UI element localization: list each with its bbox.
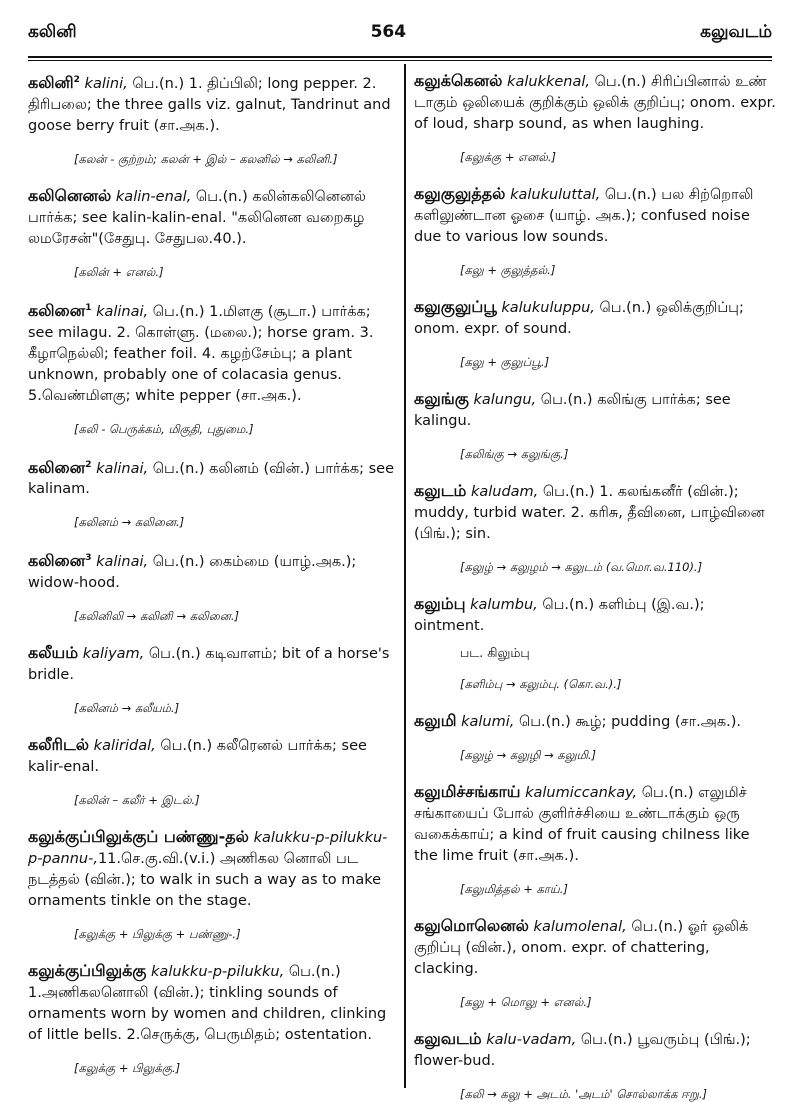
entry-body (414, 710, 776, 733)
etymology: [கலு + மொலு + எனல்.] (460, 995, 592, 1009)
transliteration: kalinai, (96, 460, 149, 477)
definition: பெ.(n.) கடிவாளம்; bit of a horse's bridle. (28, 646, 390, 684)
dictionary-entry (28, 548, 394, 624)
definition: பெ.(n.) 1. திப்பிலி; long pepper. 2. திரிபலை; the three galls viz. galnut, Tandrinut and goose berry fruit (சா.அக.). (28, 75, 391, 134)
entry-body (28, 826, 394, 912)
headword: கலுக்கெனல் (414, 71, 503, 90)
etymology: [கலுழ் → கலுழி → கலுமி.] (460, 748, 597, 762)
headword: கலினை (28, 457, 86, 477)
etymology: [கலுழ் → கலுழம் → கலுடம் (வ.மொ.வ.110).] (460, 560, 703, 574)
entry-body (414, 296, 776, 340)
definition: பெ.(n.) கூழ்; pudding (சா.அக.). (514, 714, 742, 730)
entry-body (28, 548, 394, 594)
dictionary-entry (414, 388, 776, 462)
right-column (414, 70, 776, 1101)
definition: பெ.(n.) ஓர் ஒலிக் குறிப்பு (வின்.), onom. expr. of chattering, clacking. (414, 919, 749, 977)
headword: கலீயம் (28, 643, 79, 663)
headword: கலுவடம் (414, 1029, 482, 1048)
transliteration: kaliyam, (82, 646, 145, 663)
page-number: 564 (370, 22, 407, 42)
header-rule (28, 56, 772, 58)
entry-body (414, 183, 776, 248)
transliteration: kalukuluppu, (501, 300, 595, 316)
entry-body (28, 455, 394, 501)
dictionary-entry (414, 183, 776, 278)
definition: பெ.(n.) 1.மிளகு (சூடா.) பார்க்க; see milagu. 2. கொள்ளு. (மலை.); horse gram. 3. கீழாநெல்லி; feather foil. 4. கழற்சேம்பு; a plant unknown, probably one of colacasia genus. 5.வெண்மிளகு; white pepper (சா.அக.). (28, 303, 374, 404)
dictionary-entry (414, 296, 776, 370)
entry-body (28, 298, 394, 407)
entry-body (28, 70, 394, 137)
transliteration: kalukuluttal, (510, 187, 601, 203)
headword: கலுமி (414, 711, 457, 730)
dictionary-entry (28, 70, 394, 167)
definition: பெ.(n.) பூவரும்பு (பிங்.); flower-bud. (414, 1032, 751, 1069)
headword: கலீரிடல் (28, 735, 90, 755)
headword: கலினெனல் (28, 185, 112, 205)
dictionary-entry (28, 185, 394, 280)
left-column (28, 70, 394, 1092)
headword: கலுகுலுத்தல் (414, 184, 506, 203)
header-first-word: கலினி (28, 22, 77, 42)
homonym-number: 2 (73, 75, 80, 85)
transliteration: kalini, (84, 75, 128, 92)
transliteration: kalumi, (461, 714, 515, 730)
dictionary-entry (414, 1028, 776, 1102)
transliteration: kalukku-p-pilukku, (151, 964, 285, 981)
dictionary-entry (414, 480, 776, 575)
transliteration: kaludam, (470, 484, 539, 500)
etymology: [கலு + குலுப்பூ.] (460, 355, 550, 369)
headword: கலும்பு (414, 594, 466, 613)
definition: பெ.(n.) களிம்பு (இ.வ.); ointment. (414, 597, 705, 634)
definition: பெ.(n.) கலின்கலினெனல் பார்க்க; see kalin-kalin-enal. "கலினென வறைகழ லமரேசன்"(சேதுபு. சேதுபல.40.). (28, 188, 366, 247)
transliteration: kalukku-p-pilukku-p-pannu-, (28, 830, 388, 868)
headword: கலினி (28, 72, 74, 92)
transliteration: kalinai, (96, 554, 149, 571)
dictionary-entry (28, 960, 394, 1076)
definition: பெ.(n.) பல சிற்றொலி களிலுண்டான ஓசை (யாழ். அக.); confused noise due to various low sounds. (414, 187, 754, 245)
etymology: [கலுக்கு + பிலுக்கு.] (74, 1061, 181, 1076)
dictionary-entry (414, 710, 776, 763)
dictionary-entry (414, 70, 776, 165)
homonym-number: 1 (85, 302, 92, 313)
definition: பெ.(n.) கலினம் (வின்.) பார்க்க; see kalinam. (28, 460, 394, 498)
etymology: [களிம்பு → கலும்பு. (கொ.வ.).] (460, 677, 622, 691)
headword: கலுங்கு (414, 389, 469, 408)
entry-body (28, 734, 394, 778)
transliteration: kalungu, (473, 392, 537, 408)
transliteration: kalumbu, (470, 597, 538, 613)
definition: பெ.(n.) 1.அணிகலனொலி (வின்.); tinkling sounds of ornaments worn by women and children, clinking of little bells. 2.செருக்கு, பெருமிதம்; ostentation. (28, 964, 387, 1044)
transliteration: kalin-enal, (115, 188, 192, 205)
etymology: [கலின் – கலீர் + இடல்.] (74, 793, 200, 808)
definition: பெ.(n.) கலிங்கு பார்க்க; see kalingu. (414, 392, 731, 429)
etymology: [கலி - பெருக்கம், மிகுதி, புதுமை.] (74, 421, 254, 436)
definition: பெ.(n.) சிரிப்பினால் உண் டாகும் ஒலியைக் குறிக்கும் ஒலிக் குறிப்பு; onom. expr. of loud, sharp sound, as when laughing. (414, 74, 776, 132)
etymology: [கலி → கலு + அடம். 'அடம்' சொல்லாக்க ஈறு.] (460, 1087, 707, 1101)
headword: கலுக்குப்பிலுக்குப் பண்ணு-தல் (28, 827, 249, 847)
cognate-note: பட. கிலும்பு (460, 645, 530, 660)
headword: கலுகுலுப்பூ (414, 297, 497, 316)
entry-body (414, 1028, 776, 1072)
dictionary-entry (414, 781, 776, 897)
etymology: [கலின் + எனல்.] (74, 264, 164, 279)
etymology: [கலு + குலுத்தல்.] (460, 263, 556, 277)
entry-body (414, 388, 776, 432)
entry-body (414, 781, 776, 867)
definition: பெ.(n.) கைம்மை (யாழ்.அக.); widow-hood. (28, 554, 357, 592)
headword: கலுமொலெனல் (414, 916, 529, 935)
transliteration: kalumiccankay, (525, 785, 638, 801)
entry-body (414, 70, 776, 135)
dictionary-entry (28, 298, 394, 437)
entry-body (414, 915, 776, 980)
transliteration: kalu-vadam, (486, 1032, 577, 1048)
dictionary-entry (28, 734, 394, 808)
page-header (28, 22, 772, 50)
dictionary-entry (28, 642, 394, 716)
header-last-word: கலுவடம் (700, 22, 772, 42)
headword: கலுமிச்சங்காய் (414, 782, 521, 801)
transliteration: kalumolenal, (533, 919, 627, 935)
entry-body (414, 593, 776, 637)
entry-body (28, 960, 394, 1046)
columns (28, 70, 776, 1101)
etymology: [கலன் - குற்றம்; கலன் + இல் – கலனில் → கலினி.] (74, 151, 338, 166)
etymology: [கலுக்கு + எனல்.] (460, 150, 556, 164)
entry-body (414, 480, 776, 545)
headword: கலுடம் (414, 481, 467, 500)
etymology: [கலினிலி → கலினி → கலினை.] (74, 609, 239, 624)
homonym-number: 2 (85, 459, 92, 470)
transliteration: kalinai, (96, 303, 149, 320)
etymology: [கலுக்கு + பிலுக்கு + பண்ணு-.] (74, 927, 241, 942)
headword: கலுக்குப்பிலுக்கு (28, 961, 147, 981)
headword: கலினை (28, 300, 86, 320)
dictionary-entry (414, 915, 776, 1010)
header-rule-thin (28, 60, 772, 61)
etymology: [கலுமித்தல் + காய்.] (460, 882, 568, 896)
dictionary-entry (28, 455, 394, 531)
definition: 11.செ.கு.வி.(v.i.) அணிகல னொலி பட நடத்தல் (வின்.); to walk in such a way as to make ornaments tinkle on the stage. (28, 851, 382, 910)
headword: கலினை (28, 551, 86, 571)
dictionary-entry (414, 593, 776, 692)
dictionary-entry (28, 826, 394, 942)
etymology: [கலினம் → கலினை.] (74, 515, 185, 530)
definition: பெ.(n.) ஒலிக்குறிப்பு; onom. expr. of sound. (414, 300, 744, 337)
entry-body (28, 642, 394, 686)
etymology: [கலிங்கு → கலுங்கு.] (460, 447, 569, 461)
definition: பெ.(n.) எலுமிச் சங்காயைப் போல் குளிர்ச்சியை உண்டாக்கும் ஒரு வகைக்காய்; a kind of fruit causing chilness like the lime fruit (சா.அக.). (414, 785, 750, 864)
transliteration: kaliridal, (93, 738, 156, 755)
entry-body (28, 185, 394, 250)
etymology: [கலினம் → கலீயம்.] (74, 701, 180, 716)
transliteration: kalukkenal, (507, 74, 590, 90)
homonym-number: 3 (85, 553, 92, 564)
definition: பெ.(n.) கலீரெனல் பார்க்க; see kalir-enal. (28, 738, 367, 776)
definition: பெ.(n.) 1. கலங்கனீர் (வின்.); muddy, turbid water. 2. கரிசு, தீவினை, பாழ்வினை (பிங்.); sin. (414, 484, 765, 542)
